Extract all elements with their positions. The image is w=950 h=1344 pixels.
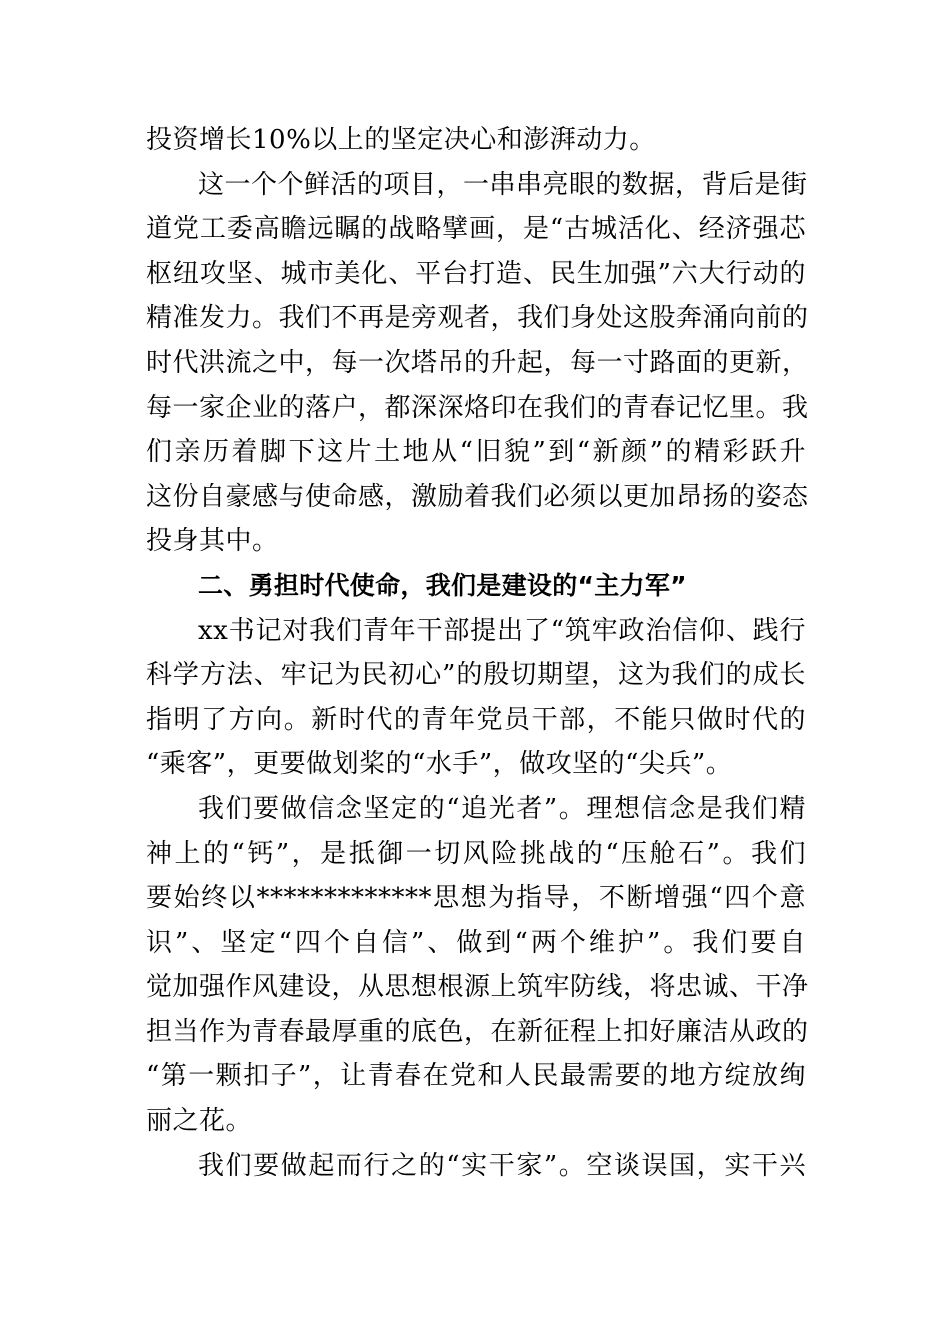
paragraph-line: 这一个个鲜活的项目，一串串亮眼的数据，背后是街 [198,169,808,200]
paragraph-line: 我们要做信念坚定的“追光者”。理想信念是我们精 [198,793,806,824]
paragraph-line: 识”、坚定“四个自信”、做到“两个维护”。我们要自 [146,927,806,958]
paragraph-line: 科学方法、牢记为民初心”的殷切期望，这为我们的成长 [146,660,806,691]
paragraph-line: 我们要做起而行之的“实干家”。空谈误国，实干兴 [198,1150,806,1181]
paragraph-line: 这份自豪感与使命感，激励着我们必须以更加昂扬的姿态 [146,481,809,512]
paragraph-line: 道党工委高瞻远瞩的战略擘画，是“古城活化、经济强芯 [146,214,806,245]
paragraph-line: “第一颗扣子”，让青春在党和人民最需要的地方绽放绚 [146,1061,806,1092]
paragraph-line: 神上的“钙”，是抵御一切风险挑战的“压舱石”。我们 [146,838,806,869]
paragraph-line: 投身其中。 [146,526,279,557]
paragraph-line: xx书记对我们青年干部提出了“筑牢政治信仰、践行 [198,615,806,646]
paragraph-line: 要始终以*************思想为指导，不断增强“四个意 [146,883,806,914]
document-body [146,118,809,1188]
paragraph-line: 每一家企业的落户，都深深烙印在我们的青春记忆里。我 [146,392,809,423]
paragraph-line: 时代洪流之中，每一次塔吊的升起，每一寸路面的更新， [146,347,809,378]
paragraph-line: 指明了方向。新时代的青年党员干部，不能只做时代的 [146,704,806,735]
paragraph-line: 精准发力。我们不再是旁观者，我们身处这股奔涌向前的 [146,303,809,334]
paragraph-line: 觉加强作风建设，从思想根源上筑牢防线，将忠诚、干净 [146,972,809,1003]
paragraph-line: 投资增长10%以上的坚定决心和澎湃动力。 [146,125,656,155]
paragraph-line: 丽之花。 [146,1106,253,1137]
paragraph-line: 们亲历着脚下这片土地从“旧貌”到“新颜”的精彩跃升 [146,437,806,468]
paragraph-line: 枢纽攻坚、城市美化、平台打造、民生加强”六大行动的 [146,258,806,289]
paragraph-line: “乘客”，更要做划桨的“水手”，做攻坚的“尖兵”。 [146,749,733,780]
paragraph-line: 担当作为青春最厚重的底色，在新征程上扣好廉洁从政的 [146,1016,809,1047]
section-heading: 二、勇担时代使命，我们是建设的“主力军” [198,570,687,600]
